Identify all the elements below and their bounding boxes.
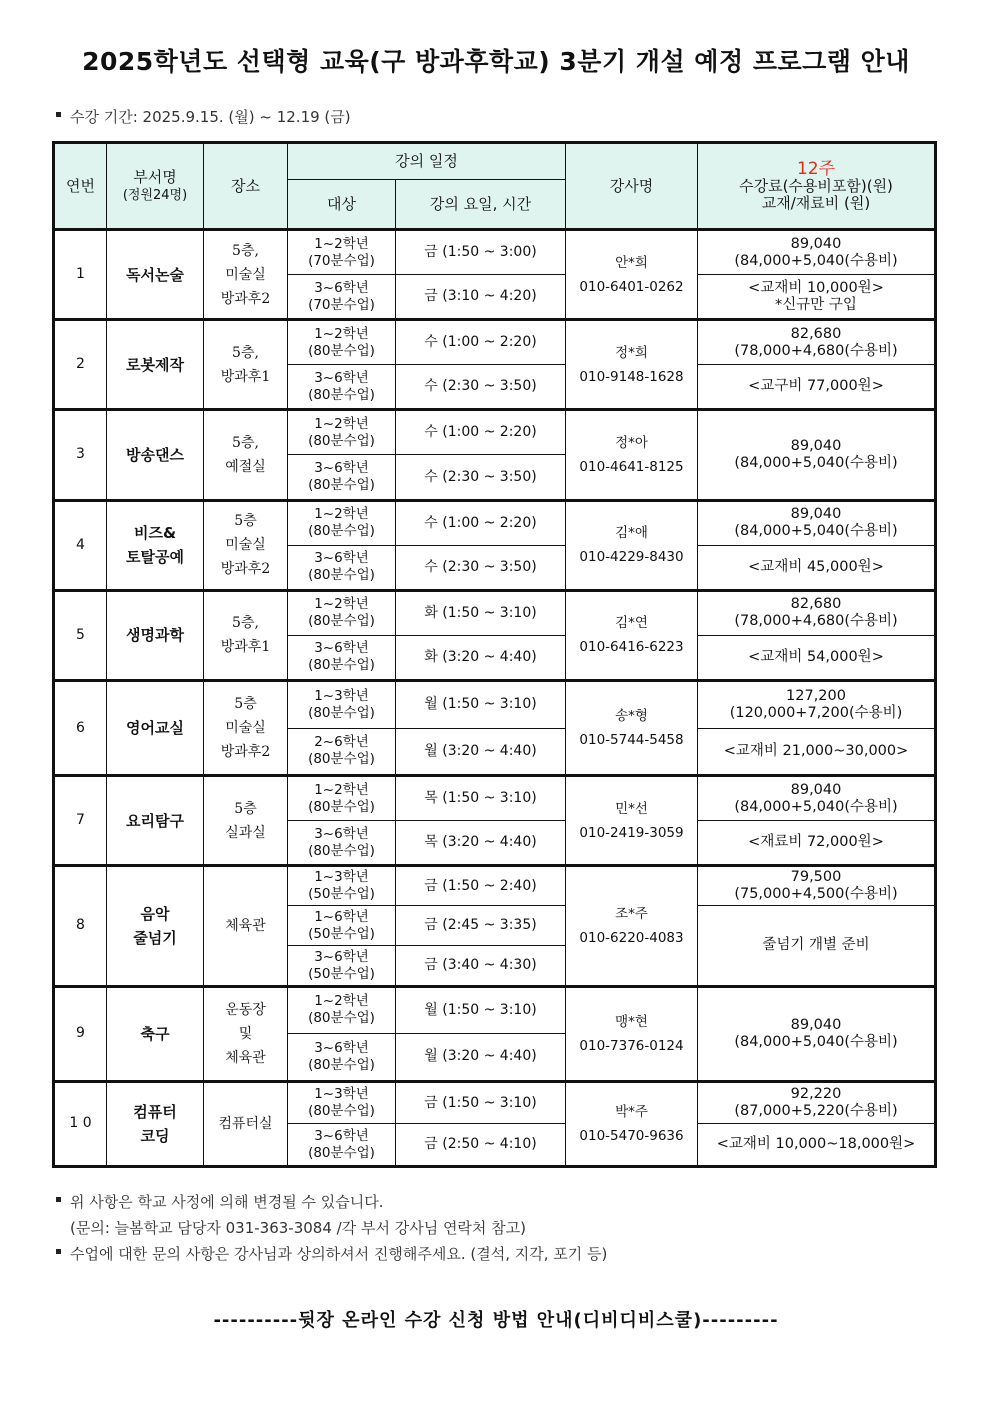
program-material bbox=[698, 906, 936, 986]
program-row bbox=[54, 500, 936, 545]
fee-line: 89,040 bbox=[790, 235, 842, 252]
place-line: 5층, bbox=[232, 615, 259, 632]
place-line: 체육관 bbox=[225, 1049, 266, 1066]
program-material bbox=[698, 365, 936, 410]
teacher-line: 송*형 bbox=[615, 708, 648, 725]
teacher-line: 010-6401-0262 bbox=[579, 278, 684, 295]
material-line: <교재비 10,000원> bbox=[748, 279, 884, 296]
fee-line: 82,680 bbox=[790, 596, 842, 613]
dept-line: 생명과학 bbox=[126, 626, 184, 645]
program-dept bbox=[107, 230, 204, 320]
header-dept-label: 부서명 bbox=[133, 167, 177, 186]
target-line: 2~6학년 bbox=[314, 734, 369, 751]
place-line: 방과후2 bbox=[220, 290, 271, 307]
target-line: 1~2학년 bbox=[314, 415, 369, 432]
target-line: (80분수업) bbox=[308, 657, 375, 674]
place-line: 미술실 bbox=[225, 720, 266, 737]
header-weeks: 12주 bbox=[796, 158, 836, 179]
program-dept bbox=[107, 1081, 204, 1166]
program-place bbox=[204, 230, 288, 320]
program-row bbox=[54, 1081, 936, 1124]
header-material-label: 교재/재료비 (원) bbox=[761, 193, 871, 212]
teacher-line: 010-5744-5458 bbox=[579, 732, 684, 749]
bullet-icon bbox=[56, 1249, 61, 1254]
program-teacher bbox=[566, 680, 698, 775]
teacher-line: 010-7376-0124 bbox=[579, 1037, 684, 1054]
program-time: 금 (1:50 ~ 2:40) bbox=[396, 866, 566, 906]
fee-line: 89,040 bbox=[790, 506, 842, 523]
program-target bbox=[288, 545, 396, 590]
header-no: 연번 bbox=[54, 143, 107, 230]
place-line: 5층, bbox=[232, 242, 259, 259]
place-line: 미술실 bbox=[225, 266, 266, 283]
program-place bbox=[204, 866, 288, 986]
teacher-line: 010-4641-8125 bbox=[579, 458, 684, 475]
target-line: (80분수업) bbox=[308, 1056, 375, 1073]
program-fee bbox=[698, 230, 936, 275]
header-teacher: 강사명 bbox=[566, 143, 698, 230]
dept-line: 축구 bbox=[140, 1024, 170, 1043]
program-time: 월 (1:50 ~ 3:10) bbox=[396, 986, 566, 1034]
program-dept bbox=[107, 320, 204, 410]
fee-line: 82,680 bbox=[790, 325, 842, 342]
program-dept bbox=[107, 986, 204, 1081]
target-line: (80분수업) bbox=[308, 477, 375, 494]
program-row bbox=[54, 866, 936, 906]
target-line: 3~6학년 bbox=[314, 369, 369, 386]
teacher-line: 010-6416-6223 bbox=[579, 639, 684, 656]
teacher-line: 조*주 bbox=[615, 905, 648, 922]
place-line: 방과후1 bbox=[220, 639, 271, 656]
target-line: 3~6학년 bbox=[314, 1127, 369, 1144]
program-time: 화 (1:50 ~ 3:10) bbox=[396, 590, 566, 635]
program-place bbox=[204, 680, 288, 775]
program-target bbox=[288, 410, 396, 455]
program-target bbox=[288, 986, 396, 1034]
program-time: 금 (2:45 ~ 3:35) bbox=[396, 906, 566, 946]
target-line: 1~2학년 bbox=[314, 993, 369, 1010]
program-fee bbox=[698, 776, 936, 821]
dept-line: 독서논술 bbox=[126, 265, 184, 284]
header-target: 대상 bbox=[288, 180, 396, 230]
dept-line: 토탈공예 bbox=[126, 548, 184, 567]
fee-line: (84,000+5,040(수용비) bbox=[734, 798, 898, 815]
header-dept bbox=[107, 143, 204, 230]
program-dept bbox=[107, 866, 204, 986]
dept-line: 로봇제작 bbox=[126, 355, 184, 374]
target-line: (70분수업) bbox=[308, 252, 375, 269]
place-line: 방과후2 bbox=[220, 744, 271, 761]
fee-line: (84,000+5,040(수용비) bbox=[734, 454, 898, 471]
place-line: 예절실 bbox=[225, 458, 266, 475]
place-line: 및 bbox=[238, 1025, 253, 1042]
material-line: <교재비 45,000원> bbox=[748, 558, 884, 575]
program-no: 9 bbox=[54, 986, 107, 1081]
material-line: 줄넘기 개별 준비 bbox=[762, 936, 870, 953]
teacher-line: 010-5470-9636 bbox=[579, 1127, 684, 1144]
program-row bbox=[54, 590, 936, 635]
program-dept bbox=[107, 680, 204, 775]
target-line: 1~2학년 bbox=[314, 596, 369, 613]
header-place: 장소 bbox=[204, 143, 288, 230]
dept-line: 컴퓨터 bbox=[133, 1102, 177, 1121]
teacher-line: 민*선 bbox=[615, 800, 648, 817]
dept-line: 방송댄스 bbox=[126, 445, 184, 464]
note-2 bbox=[56, 1242, 607, 1266]
program-material bbox=[698, 545, 936, 590]
material-line: *신규만 구입 bbox=[775, 296, 857, 313]
page-title: 2025학년도 선택형 교육(구 방과후학교) 3분기 개설 예정 프로그램 안내 bbox=[82, 47, 910, 76]
program-teacher bbox=[566, 320, 698, 410]
target-line: (80분수업) bbox=[308, 842, 375, 859]
program-place bbox=[204, 986, 288, 1081]
program-time: 월 (3:20 ~ 4:40) bbox=[396, 1034, 566, 1082]
target-line: (80분수업) bbox=[308, 1144, 375, 1161]
material-line: <교재비 54,000원> bbox=[748, 648, 884, 665]
program-row bbox=[54, 320, 936, 365]
program-fee bbox=[698, 1081, 936, 1124]
teacher-line: 010-6220-4083 bbox=[579, 929, 684, 946]
place-line: 5층 bbox=[234, 696, 257, 713]
fee-line: (84,000+5,040(수용비) bbox=[734, 1033, 898, 1050]
teacher-line: 안*희 bbox=[615, 254, 648, 271]
program-fee bbox=[698, 680, 936, 728]
program-time: 수 (2:30 ~ 3:50) bbox=[396, 455, 566, 500]
target-line: 3~6학년 bbox=[314, 948, 369, 965]
program-target bbox=[288, 455, 396, 500]
target-line: (80분수업) bbox=[308, 1103, 375, 1120]
target-line: (80분수업) bbox=[308, 567, 375, 584]
footer-notice: ----------뒷장 온라인 수강 신청 방법 안내(디비디비스쿨)--------- bbox=[213, 1310, 779, 1331]
target-line: 1~3학년 bbox=[314, 869, 369, 886]
bullet-icon bbox=[56, 112, 61, 117]
program-material bbox=[698, 821, 936, 866]
program-target bbox=[288, 866, 396, 906]
target-line: 3~6학년 bbox=[314, 460, 369, 477]
target-line: 3~6학년 bbox=[314, 640, 369, 657]
fee-line: 127,200 bbox=[786, 687, 846, 704]
header-fee bbox=[698, 143, 936, 230]
fee-line: 92,220 bbox=[790, 1086, 842, 1103]
header-time: 강의 요일, 시간 bbox=[396, 180, 566, 230]
target-line: (80분수업) bbox=[308, 751, 375, 768]
program-time: 수 (1:00 ~ 2:20) bbox=[396, 320, 566, 365]
target-line: 1~2학년 bbox=[314, 781, 369, 798]
place-line: 미술실 bbox=[225, 537, 266, 554]
program-teacher bbox=[566, 500, 698, 590]
place-line: 5층 bbox=[234, 800, 257, 817]
program-fee bbox=[698, 500, 936, 545]
fee-line: 89,040 bbox=[790, 437, 842, 454]
teacher-line: 김*연 bbox=[615, 615, 648, 632]
program-target bbox=[288, 635, 396, 680]
program-time: 월 (1:50 ~ 3:10) bbox=[396, 680, 566, 728]
program-time: 목 (1:50 ~ 3:10) bbox=[396, 776, 566, 821]
target-line: (50분수업) bbox=[308, 965, 375, 982]
place-line: 운동장 bbox=[225, 1001, 266, 1018]
program-target bbox=[288, 1124, 396, 1167]
teacher-line: 010-9148-1628 bbox=[579, 368, 684, 385]
program-target bbox=[288, 680, 396, 728]
fee-line: (84,000+5,040(수용비) bbox=[734, 252, 898, 269]
program-no: 1 bbox=[54, 230, 107, 320]
fee-line: (78,000+4,680(수용비) bbox=[734, 613, 898, 630]
program-no: 4 bbox=[54, 500, 107, 590]
program-table bbox=[52, 141, 937, 1168]
program-place bbox=[204, 776, 288, 866]
program-place bbox=[204, 500, 288, 590]
fee-line: (87,000+5,220(수용비) bbox=[734, 1103, 898, 1120]
fee-line: 89,040 bbox=[790, 1016, 842, 1033]
program-teacher bbox=[566, 776, 698, 866]
place-line: 5층, bbox=[232, 434, 259, 451]
note-1 bbox=[56, 1190, 607, 1214]
program-time: 수 (1:00 ~ 2:20) bbox=[396, 500, 566, 545]
program-material bbox=[698, 728, 936, 776]
fee-line: (84,000+5,040(수용비) bbox=[734, 523, 898, 540]
material-line: <교구비 77,000원> bbox=[748, 378, 884, 395]
program-time: 금 (3:10 ~ 4:20) bbox=[396, 275, 566, 320]
program-time: 목 (3:20 ~ 4:40) bbox=[396, 821, 566, 866]
target-line: (80분수업) bbox=[308, 386, 375, 403]
teacher-line: 박*주 bbox=[615, 1103, 648, 1120]
program-target bbox=[288, 821, 396, 866]
target-line: (80분수업) bbox=[308, 798, 375, 815]
teacher-line: 010-2419-3059 bbox=[579, 824, 684, 841]
note-text: 위 사항은 학교 사정에 의해 변경될 수 있습니다. bbox=[70, 1193, 384, 1211]
header-fee-label: 수강료(수용비포함)(원) bbox=[739, 176, 893, 195]
program-time: 금 (1:50 ~ 3:00) bbox=[396, 230, 566, 275]
program-teacher bbox=[566, 1081, 698, 1166]
place-line: 컴퓨터실 bbox=[218, 1115, 273, 1132]
place-line: 5층, bbox=[232, 344, 259, 361]
material-line: <교재비 10,000~18,000원> bbox=[716, 1136, 916, 1153]
program-teacher bbox=[566, 866, 698, 986]
fee-line: 89,040 bbox=[790, 781, 842, 798]
header-schedule: 강의 일정 bbox=[288, 143, 566, 180]
teacher-line: 김*애 bbox=[615, 525, 648, 542]
program-target bbox=[288, 500, 396, 545]
dept-line: 줄넘기 bbox=[133, 928, 177, 947]
place-line: 방과후2 bbox=[220, 561, 271, 578]
program-target bbox=[288, 275, 396, 320]
program-time: 수 (2:30 ~ 3:50) bbox=[396, 545, 566, 590]
place-line: 체육관 bbox=[225, 917, 266, 934]
program-teacher bbox=[566, 590, 698, 680]
notes bbox=[56, 1190, 607, 1268]
program-fee bbox=[698, 590, 936, 635]
material-line: <교재비 21,000~30,000> bbox=[723, 742, 909, 759]
target-line: 1~3학년 bbox=[314, 1086, 369, 1103]
course-period-text: 수강 기간: 2025.9.15. (월) ~ 12.19 (금) bbox=[70, 108, 351, 126]
program-target bbox=[288, 230, 396, 275]
course-period bbox=[56, 106, 351, 127]
program-no: 2 bbox=[54, 320, 107, 410]
program-dept bbox=[107, 500, 204, 590]
target-line: (80분수업) bbox=[308, 432, 375, 449]
dept-line: 코딩 bbox=[140, 1126, 170, 1145]
target-line: (80분수업) bbox=[308, 342, 375, 359]
program-place bbox=[204, 1081, 288, 1166]
program-target bbox=[288, 365, 396, 410]
target-line: 3~6학년 bbox=[314, 550, 369, 567]
program-place bbox=[204, 320, 288, 410]
program-row bbox=[54, 230, 936, 275]
target-line: 3~6학년 bbox=[314, 279, 369, 296]
target-line: (50분수업) bbox=[308, 925, 375, 942]
material-line: <재료비 72,000원> bbox=[748, 834, 884, 851]
program-time: 금 (3:40 ~ 4:30) bbox=[396, 946, 566, 986]
program-time: 화 (3:20 ~ 4:40) bbox=[396, 635, 566, 680]
target-line: 1~2학년 bbox=[314, 325, 369, 342]
program-teacher bbox=[566, 986, 698, 1081]
place-line: 실과실 bbox=[225, 824, 266, 841]
target-line: (80분수업) bbox=[308, 704, 375, 721]
note-contact: (문의: 늘봄학교 담당자 031-363-3084 /각 부서 강사님 연락처 참고) bbox=[70, 1219, 527, 1237]
program-no: 8 bbox=[54, 866, 107, 986]
program-target bbox=[288, 1081, 396, 1124]
target-line: 3~6학년 bbox=[314, 1039, 369, 1056]
dept-line: 비즈& bbox=[133, 524, 177, 543]
header-dept-capacity: (정원24명) bbox=[122, 187, 188, 203]
program-no: 3 bbox=[54, 410, 107, 500]
program-row bbox=[54, 680, 936, 728]
program-material bbox=[698, 1124, 936, 1167]
teacher-line: 010-4229-8430 bbox=[579, 549, 684, 566]
program-material bbox=[698, 635, 936, 680]
program-dept bbox=[107, 590, 204, 680]
program-time: 수 (1:00 ~ 2:20) bbox=[396, 410, 566, 455]
program-place bbox=[204, 410, 288, 500]
program-time: 수 (2:30 ~ 3:50) bbox=[396, 365, 566, 410]
program-no: 7 bbox=[54, 776, 107, 866]
target-line: (70분수업) bbox=[308, 296, 375, 313]
target-line: 1~2학년 bbox=[314, 235, 369, 252]
dept-line: 요리탐구 bbox=[126, 811, 184, 830]
teacher-line: 맹*현 bbox=[615, 1013, 648, 1030]
program-fee bbox=[698, 866, 936, 906]
program-target bbox=[288, 946, 396, 986]
target-line: (50분수업) bbox=[308, 886, 375, 903]
program-target bbox=[288, 728, 396, 776]
fee-line: 79,500 bbox=[790, 869, 842, 886]
target-line: 1~6학년 bbox=[314, 908, 369, 925]
teacher-line: 정*아 bbox=[615, 434, 648, 451]
note-text: 수업에 대한 문의 사항은 강사님과 상의하셔서 진행해주세요. (결석, 지각, 포기 등) bbox=[70, 1245, 608, 1263]
dept-line: 영어교실 bbox=[126, 719, 184, 738]
program-time: 월 (3:20 ~ 4:40) bbox=[396, 728, 566, 776]
program-dept bbox=[107, 410, 204, 500]
teacher-line: 정*희 bbox=[615, 344, 648, 361]
program-row bbox=[54, 986, 936, 1034]
program-time: 금 (2:50 ~ 4:10) bbox=[396, 1124, 566, 1167]
place-line: 방과후1 bbox=[220, 368, 271, 385]
program-teacher bbox=[566, 230, 698, 320]
program-place bbox=[204, 590, 288, 680]
program-target bbox=[288, 906, 396, 946]
program-target bbox=[288, 590, 396, 635]
fee-line: (78,000+4,680(수용비) bbox=[734, 342, 898, 359]
target-line: (80분수업) bbox=[308, 1010, 375, 1027]
program-fee bbox=[698, 320, 936, 365]
program-fee bbox=[698, 986, 936, 1081]
dept-line: 음악 bbox=[140, 904, 170, 923]
program-no: 6 bbox=[54, 680, 107, 775]
program-material bbox=[698, 275, 936, 320]
program-dept bbox=[107, 776, 204, 866]
target-line: 1~3학년 bbox=[314, 687, 369, 704]
program-fee bbox=[698, 410, 936, 500]
fee-line: (75,000+4,500(수용비) bbox=[734, 886, 898, 903]
target-line: 1~2학년 bbox=[314, 506, 369, 523]
program-target bbox=[288, 1034, 396, 1082]
target-line: (80분수업) bbox=[308, 523, 375, 540]
program-row bbox=[54, 776, 936, 821]
target-line: (80분수업) bbox=[308, 613, 375, 630]
program-no: 1 0 bbox=[54, 1081, 107, 1166]
program-teacher bbox=[566, 410, 698, 500]
target-line: 3~6학년 bbox=[314, 825, 369, 842]
bullet-icon bbox=[56, 1197, 61, 1202]
fee-line: (120,000+7,200(수용비) bbox=[729, 704, 903, 721]
program-no: 5 bbox=[54, 590, 107, 680]
program-row bbox=[54, 410, 936, 455]
place-line: 5층 bbox=[234, 513, 257, 530]
program-target bbox=[288, 320, 396, 365]
program-time: 금 (1:50 ~ 3:10) bbox=[396, 1081, 566, 1124]
program-target bbox=[288, 776, 396, 821]
